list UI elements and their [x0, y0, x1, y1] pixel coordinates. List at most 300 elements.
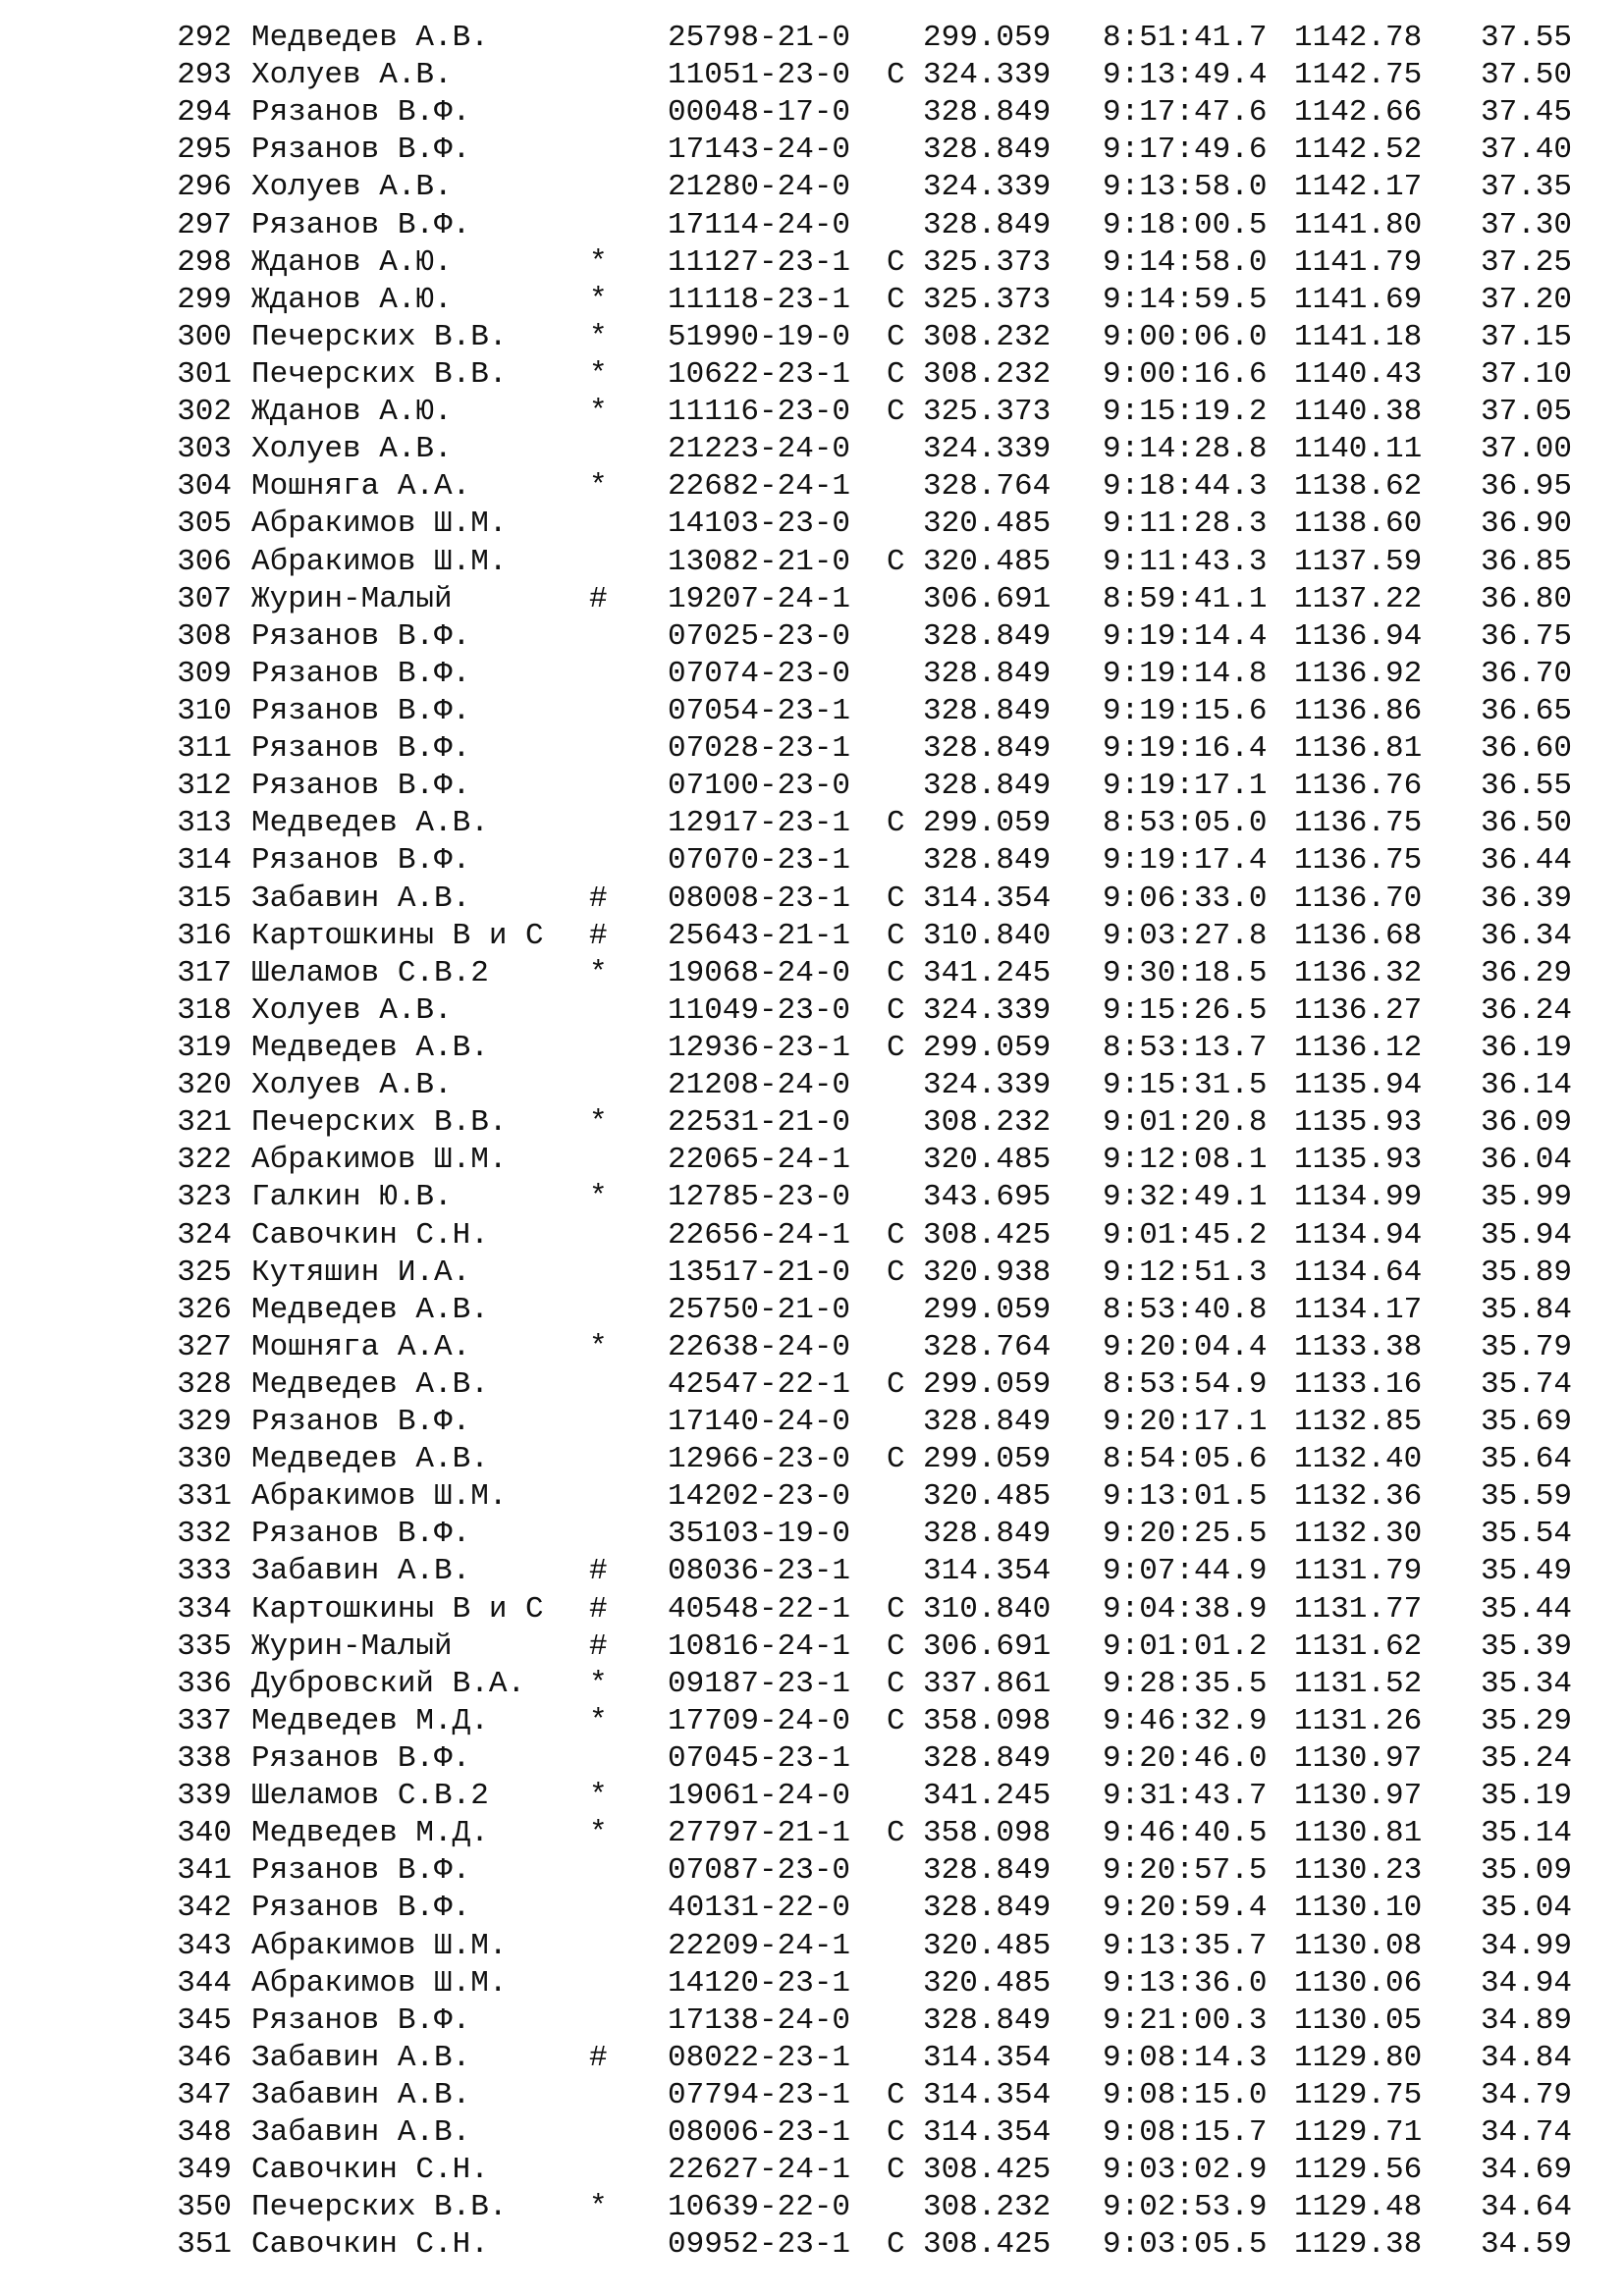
- distance: 320.938: [923, 1255, 1052, 1290]
- points: 37.40: [1481, 133, 1573, 168]
- ring-number: 11116-23-0: [668, 395, 851, 430]
- place-number: 321: [177, 1105, 232, 1141]
- place-number: 304: [177, 469, 232, 505]
- flag-mark: #: [589, 881, 608, 916]
- fancier-name: Рязанов В.Ф.: [251, 843, 471, 879]
- ring-number: 07087-23-0: [668, 1853, 851, 1889]
- flight-time: 9:00:16.6: [1103, 356, 1268, 392]
- table-row: [0, 1591, 1624, 1629]
- speed: 1129.80: [1294, 2040, 1423, 2075]
- table-row: [0, 805, 1624, 842]
- table-row: [0, 1553, 1624, 1590]
- distance: 320.485: [923, 1143, 1052, 1178]
- flag-mark: *: [589, 282, 608, 317]
- ring-number: 40548-22-1: [668, 1591, 851, 1627]
- c-mark: C: [887, 1255, 905, 1290]
- points: 37.55: [1481, 21, 1573, 55]
- place-number: 319: [177, 1030, 232, 1065]
- speed: 1141.80: [1294, 207, 1423, 242]
- place-number: 295: [177, 133, 232, 168]
- distance: 320.485: [923, 1928, 1052, 1963]
- table-row: [0, 1629, 1624, 1666]
- speed: 1140.43: [1294, 356, 1423, 392]
- fancier-name: Абракимов Ш.М.: [251, 1965, 508, 2001]
- c-mark: C: [887, 282, 905, 317]
- table-row: [0, 581, 1624, 618]
- distance: 320.485: [923, 1965, 1052, 2001]
- fancier-name: Рязанов В.Ф.: [251, 133, 471, 168]
- speed: 1142.17: [1294, 170, 1423, 205]
- fancier-name: Рязанов В.Ф.: [251, 1891, 471, 1926]
- flight-time: 9:19:15.6: [1103, 693, 1268, 728]
- flight-time: 9:17:47.6: [1103, 95, 1268, 131]
- speed: 1138.62: [1294, 469, 1423, 505]
- fancier-name: Картошкины В и С: [251, 1591, 544, 1627]
- table-row: [0, 2152, 1624, 2189]
- speed: 1136.86: [1294, 693, 1423, 728]
- c-mark: C: [887, 1442, 905, 1477]
- flight-time: 9:03:27.8: [1103, 918, 1268, 953]
- speed: 1142.66: [1294, 95, 1423, 131]
- distance: 320.485: [923, 1479, 1052, 1515]
- distance: 314.354: [923, 2115, 1052, 2151]
- points: 35.74: [1481, 1366, 1573, 1402]
- table-row: [0, 1740, 1624, 1778]
- fancier-name: Печерских В.В.: [251, 356, 508, 392]
- distance: 358.098: [923, 1816, 1052, 1851]
- distance: 308.232: [923, 319, 1052, 354]
- table-row: [0, 169, 1624, 206]
- place-number: 303: [177, 432, 232, 467]
- table-row: [0, 1104, 1624, 1142]
- place-number: 311: [177, 731, 232, 767]
- fancier-name: Жданов А.Ю.: [251, 395, 453, 430]
- fancier-name: Картошкины В и С: [251, 918, 544, 953]
- points: 37.25: [1481, 244, 1573, 280]
- fancier-name: Жданов А.Ю.: [251, 244, 453, 280]
- points: 36.50: [1481, 806, 1573, 841]
- place-number: 330: [177, 1442, 232, 1477]
- place-number: 312: [177, 769, 232, 804]
- distance: 328.849: [923, 618, 1052, 654]
- flight-time: 9:20:04.4: [1103, 1329, 1268, 1364]
- place-number: 308: [177, 618, 232, 654]
- place-number: 309: [177, 656, 232, 691]
- place-number: 323: [177, 1180, 232, 1215]
- flight-time: 9:30:18.5: [1103, 955, 1268, 990]
- speed: 1132.40: [1294, 1442, 1423, 1477]
- fancier-name: Мошняга А.А.: [251, 1329, 471, 1364]
- points: 35.89: [1481, 1255, 1573, 1290]
- fancier-name: Печерских В.В.: [251, 1105, 508, 1141]
- distance: 308.232: [923, 2190, 1052, 2225]
- place-number: 298: [177, 244, 232, 280]
- ring-number: 07794-23-1: [668, 2078, 851, 2113]
- table-row: [0, 1217, 1624, 1255]
- speed: 1133.16: [1294, 1366, 1423, 1402]
- table-row: [0, 2002, 1624, 2040]
- table-row: [0, 468, 1624, 506]
- fancier-name: Холуев А.В.: [251, 170, 453, 205]
- points: 35.99: [1481, 1180, 1573, 1215]
- place-number: 325: [177, 1255, 232, 1290]
- flight-time: 9:03:05.5: [1103, 2227, 1268, 2263]
- points: 35.14: [1481, 1816, 1573, 1851]
- place-number: 301: [177, 356, 232, 392]
- points: 37.05: [1481, 395, 1573, 430]
- distance: 306.691: [923, 581, 1052, 616]
- speed: 1132.30: [1294, 1517, 1423, 1552]
- place-number: 314: [177, 843, 232, 879]
- place-number: 346: [177, 2040, 232, 2075]
- table-row: [0, 1965, 1624, 2002]
- table-row: [0, 1030, 1624, 1067]
- table-row: [0, 20, 1624, 57]
- speed: 1129.38: [1294, 2227, 1423, 2263]
- fancier-name: Забавин А.В.: [251, 1554, 471, 1589]
- flight-time: 9:32:49.1: [1103, 1180, 1268, 1215]
- speed: 1131.62: [1294, 1629, 1423, 1664]
- points: 37.45: [1481, 95, 1573, 131]
- points: 36.44: [1481, 843, 1573, 879]
- fancier-name: Медведев А.В.: [251, 806, 489, 841]
- distance: 308.425: [923, 2153, 1052, 2188]
- flight-time: 9:21:00.3: [1103, 2002, 1268, 2038]
- points: 34.89: [1481, 2002, 1573, 2038]
- points: 35.29: [1481, 1703, 1573, 1738]
- table-row: [0, 1516, 1624, 1553]
- distance: 306.691: [923, 1629, 1052, 1664]
- distance: 328.849: [923, 769, 1052, 804]
- flight-time: 8:53:54.9: [1103, 1366, 1268, 1402]
- speed: 1138.60: [1294, 507, 1423, 542]
- fancier-name: Медведев А.В.: [251, 1366, 489, 1402]
- flight-time: 9:19:16.4: [1103, 731, 1268, 767]
- flag-mark: *: [589, 395, 608, 430]
- table-row: [0, 656, 1624, 693]
- c-mark: C: [887, 2227, 905, 2263]
- distance: 341.245: [923, 955, 1052, 990]
- fancier-name: Забавин А.В.: [251, 881, 471, 916]
- fancier-name: Забавин А.В.: [251, 2115, 471, 2151]
- place-number: 324: [177, 1217, 232, 1253]
- speed: 1134.64: [1294, 1255, 1423, 1290]
- flag-mark: *: [589, 244, 608, 280]
- speed: 1130.97: [1294, 1741, 1423, 1777]
- table-row: [0, 319, 1624, 356]
- speed: 1130.06: [1294, 1965, 1423, 2001]
- table-row: [0, 1067, 1624, 1104]
- table-row: [0, 1778, 1624, 1815]
- ring-number: 10622-23-1: [668, 356, 851, 392]
- flag-mark: *: [589, 1105, 608, 1141]
- ring-number: 07028-23-1: [668, 731, 851, 767]
- flight-time: 9:01:45.2: [1103, 1217, 1268, 1253]
- fancier-name: Шеламов С.В.2: [251, 955, 489, 990]
- speed: 1134.17: [1294, 1292, 1423, 1327]
- table-row: [0, 2114, 1624, 2152]
- distance: 314.354: [923, 1554, 1052, 1589]
- points: 35.24: [1481, 1741, 1573, 1777]
- c-mark: C: [887, 806, 905, 841]
- c-mark: C: [887, 244, 905, 280]
- table-row: [0, 431, 1624, 468]
- points: 34.94: [1481, 1965, 1573, 2001]
- fancier-name: Журин-Малый: [251, 581, 453, 616]
- table-row: [0, 94, 1624, 132]
- speed: 1136.12: [1294, 1030, 1423, 1065]
- ring-number: 40131-22-0: [668, 1891, 851, 1926]
- speed: 1136.68: [1294, 918, 1423, 953]
- speed: 1134.94: [1294, 1217, 1423, 1253]
- speed: 1141.79: [1294, 244, 1423, 280]
- fancier-name: Абракимов Ш.М.: [251, 1479, 508, 1515]
- ring-number: 07100-23-0: [668, 769, 851, 804]
- speed: 1131.26: [1294, 1703, 1423, 1738]
- place-number: 333: [177, 1554, 232, 1589]
- place-number: 339: [177, 1779, 232, 1814]
- points: 35.54: [1481, 1517, 1573, 1552]
- fancier-name: Забавин А.В.: [251, 2078, 471, 2113]
- fancier-name: Холуев А.В.: [251, 432, 453, 467]
- distance: 308.425: [923, 2227, 1052, 2263]
- c-mark: C: [887, 58, 905, 93]
- c-mark: C: [887, 2078, 905, 2113]
- distance: 299.059: [923, 806, 1052, 841]
- flight-time: 9:04:38.9: [1103, 1591, 1268, 1627]
- table-row: [0, 1478, 1624, 1516]
- speed: 1133.38: [1294, 1329, 1423, 1364]
- points: 36.55: [1481, 769, 1573, 804]
- flight-time: 9:19:17.4: [1103, 843, 1268, 879]
- c-mark: C: [887, 918, 905, 953]
- points: 34.79: [1481, 2078, 1573, 2113]
- ring-number: 21223-24-0: [668, 432, 851, 467]
- points: 35.49: [1481, 1554, 1573, 1589]
- place-number: 350: [177, 2190, 232, 2225]
- c-mark: C: [887, 356, 905, 392]
- place-number: 293: [177, 58, 232, 93]
- ring-number: 08022-23-1: [668, 2040, 851, 2075]
- points: 36.70: [1481, 656, 1573, 691]
- fancier-name: Рязанов В.Ф.: [251, 1405, 471, 1440]
- points: 35.59: [1481, 1479, 1573, 1515]
- table-row: [0, 57, 1624, 94]
- c-mark: C: [887, 544, 905, 579]
- distance: 314.354: [923, 2040, 1052, 2075]
- speed: 1136.70: [1294, 881, 1423, 916]
- flight-time: 9:03:02.9: [1103, 2153, 1268, 2188]
- points: 37.15: [1481, 319, 1573, 354]
- distance: 328.849: [923, 1405, 1052, 1440]
- speed: 1130.05: [1294, 2002, 1423, 2038]
- ring-number: 10639-22-0: [668, 2190, 851, 2225]
- distance: 314.354: [923, 2078, 1052, 2113]
- points: 35.39: [1481, 1629, 1573, 1664]
- flag-mark: *: [589, 955, 608, 990]
- place-number: 296: [177, 170, 232, 205]
- fancier-name: Рязанов В.Ф.: [251, 769, 471, 804]
- flight-time: 9:18:44.3: [1103, 469, 1268, 505]
- distance: 328.849: [923, 693, 1052, 728]
- flight-time: 9:20:46.0: [1103, 1741, 1268, 1777]
- points: 34.59: [1481, 2227, 1573, 2263]
- ring-number: 08036-23-1: [668, 1554, 851, 1589]
- table-row: [0, 1815, 1624, 1852]
- c-mark: C: [887, 319, 905, 354]
- distance: 341.245: [923, 1779, 1052, 1814]
- c-mark: C: [887, 395, 905, 430]
- c-mark: C: [887, 1366, 905, 1402]
- flag-mark: #: [589, 1591, 608, 1627]
- ring-number: 22638-24-0: [668, 1329, 851, 1364]
- speed: 1136.75: [1294, 806, 1423, 841]
- ring-number: 51990-19-0: [668, 319, 851, 354]
- distance: 299.059: [923, 1442, 1052, 1477]
- place-number: 328: [177, 1366, 232, 1402]
- flight-time: 8:51:41.7: [1103, 21, 1268, 55]
- table-row: [0, 1404, 1624, 1441]
- place-number: 292: [177, 21, 232, 55]
- flight-time: 9:46:32.9: [1103, 1703, 1268, 1738]
- table-row: [0, 544, 1624, 581]
- points: 36.29: [1481, 955, 1573, 990]
- flight-time: 9:13:36.0: [1103, 1965, 1268, 2001]
- ring-number: 42547-22-1: [668, 1366, 851, 1402]
- flight-time: 9:01:01.2: [1103, 1629, 1268, 1664]
- ring-number: 22627-24-1: [668, 2153, 851, 2188]
- c-mark: C: [887, 1816, 905, 1851]
- distance: 314.354: [923, 881, 1052, 916]
- distance: 328.849: [923, 1517, 1052, 1552]
- place-number: 348: [177, 2115, 232, 2151]
- points: 34.74: [1481, 2115, 1573, 2151]
- speed: 1129.71: [1294, 2115, 1423, 2151]
- distance: 328.849: [923, 2002, 1052, 2038]
- flight-time: 9:14:59.5: [1103, 282, 1268, 317]
- table-row: [0, 244, 1624, 282]
- flight-time: 9:31:43.7: [1103, 1779, 1268, 1814]
- fancier-name: Забавин А.В.: [251, 2040, 471, 2075]
- flag-mark: #: [589, 918, 608, 953]
- ring-number: 00048-17-0: [668, 95, 851, 131]
- ring-number: 07025-23-0: [668, 618, 851, 654]
- ring-number: 22531-21-0: [668, 1105, 851, 1141]
- speed: 1141.69: [1294, 282, 1423, 317]
- flag-mark: *: [589, 1703, 608, 1738]
- ring-number: 19068-24-0: [668, 955, 851, 990]
- points: 36.80: [1481, 581, 1573, 616]
- fancier-name: Медведев А.В.: [251, 21, 489, 55]
- flag-mark: *: [589, 1779, 608, 1814]
- fancier-name: Савочкин С.Н.: [251, 2153, 489, 2188]
- points: 36.09: [1481, 1105, 1573, 1141]
- speed: 1131.52: [1294, 1666, 1423, 1701]
- place-number: 322: [177, 1143, 232, 1178]
- place-number: 300: [177, 319, 232, 354]
- fancier-name: Рязанов В.Ф.: [251, 2002, 471, 2038]
- speed: 1130.97: [1294, 1779, 1423, 1814]
- flight-time: 9:20:57.5: [1103, 1853, 1268, 1889]
- points: 35.79: [1481, 1329, 1573, 1364]
- ring-number: 17709-24-0: [668, 1703, 851, 1738]
- ring-number: 25643-21-1: [668, 918, 851, 953]
- place-number: 302: [177, 395, 232, 430]
- results-table: [0, 20, 1624, 2265]
- place-number: 318: [177, 992, 232, 1028]
- c-mark: C: [887, 2153, 905, 2188]
- flag-mark: *: [589, 319, 608, 354]
- place-number: 337: [177, 1703, 232, 1738]
- speed: 1137.22: [1294, 581, 1423, 616]
- flag-mark: *: [589, 1180, 608, 1215]
- points: 36.85: [1481, 544, 1573, 579]
- fancier-name: Абракимов Ш.М.: [251, 1928, 508, 1963]
- speed: 1135.93: [1294, 1143, 1423, 1178]
- flight-time: 9:12:51.3: [1103, 1255, 1268, 1290]
- ring-number: 22209-24-1: [668, 1928, 851, 1963]
- flight-time: 9:17:49.6: [1103, 133, 1268, 168]
- points: 36.19: [1481, 1030, 1573, 1065]
- c-mark: C: [887, 1703, 905, 1738]
- fancier-name: Холуев А.В.: [251, 1068, 453, 1103]
- c-mark: C: [887, 1666, 905, 1701]
- speed: 1130.81: [1294, 1816, 1423, 1851]
- points: 36.39: [1481, 881, 1573, 916]
- speed: 1136.75: [1294, 843, 1423, 879]
- speed: 1135.93: [1294, 1105, 1423, 1141]
- place-number: 316: [177, 918, 232, 953]
- place-number: 317: [177, 955, 232, 990]
- flight-time: 9:13:01.5: [1103, 1479, 1268, 1515]
- ring-number: 07045-23-1: [668, 1741, 851, 1777]
- points: 34.84: [1481, 2040, 1573, 2075]
- ring-number: 19207-24-1: [668, 581, 851, 616]
- flight-time: 9:15:26.5: [1103, 992, 1268, 1028]
- flight-time: 9:13:58.0: [1103, 170, 1268, 205]
- distance: 328.849: [923, 95, 1052, 131]
- speed: 1136.81: [1294, 731, 1423, 767]
- distance: 324.339: [923, 432, 1052, 467]
- speed: 1140.11: [1294, 432, 1423, 467]
- flight-time: 9:15:19.2: [1103, 395, 1268, 430]
- table-row: [0, 955, 1624, 992]
- flight-time: 9:19:14.4: [1103, 618, 1268, 654]
- flight-time: 9:14:28.8: [1103, 432, 1268, 467]
- points: 34.69: [1481, 2153, 1573, 2188]
- ring-number: 14202-23-0: [668, 1479, 851, 1515]
- distance: 328.849: [923, 1891, 1052, 1926]
- flight-time: 9:19:17.1: [1103, 769, 1268, 804]
- place-number: 338: [177, 1741, 232, 1777]
- table-row: [0, 918, 1624, 955]
- points: 35.44: [1481, 1591, 1573, 1627]
- ring-number: 12785-23-0: [668, 1180, 851, 1215]
- table-row: [0, 842, 1624, 880]
- fancier-name: Савочкин С.Н.: [251, 1217, 489, 1253]
- flight-time: 8:59:41.1: [1103, 581, 1268, 616]
- speed: 1141.18: [1294, 319, 1423, 354]
- distance: 328.849: [923, 207, 1052, 242]
- distance: 299.059: [923, 1366, 1052, 1402]
- fancier-name: Дубровский В.А.: [251, 1666, 526, 1701]
- fancier-name: Абракимов Ш.М.: [251, 544, 508, 579]
- ring-number: 14120-23-1: [668, 1965, 851, 2001]
- ring-number: 09187-23-1: [668, 1666, 851, 1701]
- distance: 328.849: [923, 843, 1052, 879]
- flag-mark: *: [589, 1816, 608, 1851]
- points: 35.69: [1481, 1405, 1573, 1440]
